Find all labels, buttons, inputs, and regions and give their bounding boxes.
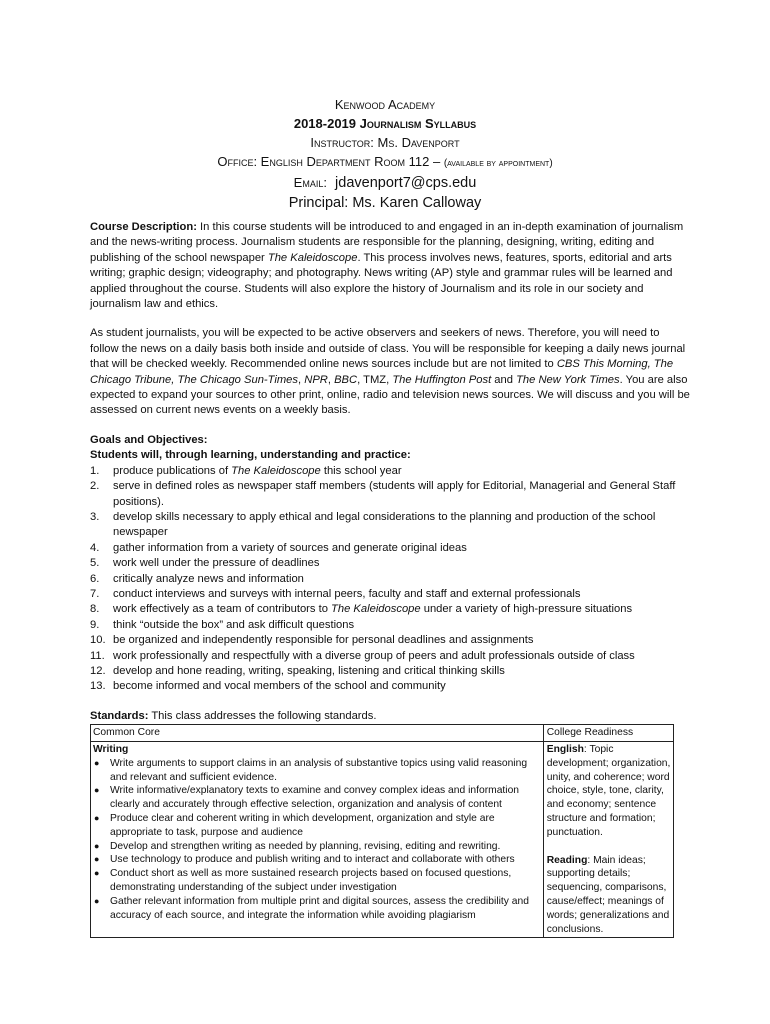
reading-block — [547, 854, 671, 937]
standards-body-row — [91, 741, 674, 937]
writing-standards-list — [93, 757, 541, 923]
col-common-core-header: Common Core — [91, 725, 544, 742]
syllabus-header — [0, 95, 770, 213]
school-name: Kenwood Academy — [334, 97, 436, 112]
syllabus-title: 2018-2019 Journalism Syllabus — [293, 116, 477, 131]
bullet-icon: ● — [94, 895, 100, 906]
english-text: : Topic development; organization, unity, and coherence; word choice, style, tone, clarity, and economy; sentence structure and formation; punctuation. — [546, 743, 671, 838]
office-note: (available by appointment) — [443, 158, 553, 169]
bullet-icon: ● — [94, 812, 100, 823]
news-source-4: The Huffington Post — [392, 373, 492, 386]
writing-standard-text: Develop and strengthen writing as needed by planning, revising, editing and rewriting. — [110, 840, 501, 852]
goal-number: 6. — [90, 572, 100, 585]
goal-text: produce publications of — [113, 464, 232, 477]
goal-number: 4. — [90, 541, 100, 554]
writing-standard-item — [93, 840, 541, 854]
goal-text: develop and hone reading, writing, speaking, listening and critical thinking skills — [113, 664, 505, 677]
writing-standard-item — [93, 812, 541, 840]
email-value: jdavenport7@cps.edu — [335, 175, 477, 191]
news-source-1: CBS This Morning, The Chicago Tribune, The Chicago Sun-Times — [90, 358, 674, 386]
bullet-icon: ● — [94, 840, 100, 851]
goal-text: think “outside the box” and ask difficult questions — [113, 618, 355, 631]
writing-standard-text: Write informative/explanatory texts to examine and convey complex ideas and information clearly and accurately through effective selection, organization and analysis of content — [110, 785, 520, 811]
sep-3: , TMZ, — [357, 373, 393, 386]
goal-number: 5. — [90, 557, 100, 570]
sep-1: , — [298, 373, 305, 386]
writing-standard-item — [93, 895, 541, 923]
goal-item — [90, 587, 690, 602]
email-line — [0, 173, 770, 193]
standards-label: Standards: — [90, 709, 149, 722]
goal-item — [90, 649, 690, 664]
goal-text: gather information from a variety of sources and generate original ideas — [113, 541, 467, 554]
goal-number: 10. — [90, 634, 106, 647]
writing-standard-item — [93, 867, 541, 895]
english-block — [547, 743, 671, 840]
paper-name: The Kaleidoscope — [267, 251, 358, 264]
course-description-text-2: . This process involves news, features, sports, editorial and arts writing; graphic design; videography; and photography. News writing (AP) style and grammar rules will be learned and applied throughout the course. Students will also explore the history of Journalism and its role in our society and journalism law and ethics. — [90, 251, 673, 311]
goal-text: develop skills necessary to apply ethical and legal considerations to the planning and production of the school newspaper — [113, 510, 656, 539]
news-source-5: The New York Times — [516, 373, 620, 386]
goal-text: critically analyze news and information — [113, 572, 304, 585]
goal-text: conduct interviews and surveys with internal peers, faculty and staff and external professionals — [113, 587, 581, 600]
goal-text: work well under the pressure of deadlines — [113, 557, 320, 570]
goal-item — [90, 679, 690, 694]
goal-number: 3. — [90, 510, 100, 523]
course-description-text-1: In this course students will be introduced to and engaged in an in-depth examination of journalism and the news-writing process. Journalism students are responsible for the planning, designing, writing, editing and publishing of the school newspaper — [90, 221, 684, 264]
common-core-cell — [91, 741, 544, 937]
syllabus-body — [90, 220, 690, 938]
standards-header-row — [91, 725, 674, 742]
writing-standard-text: Gather relevant information from multiple print and digital sources, assess the credibility and accuracy of each source, and integrate the information while avoiding plagiarism — [110, 895, 529, 921]
office-main: Office: English Department Room 112 – — [217, 154, 444, 169]
goal-item — [90, 510, 690, 541]
goal-item — [90, 464, 690, 479]
goal-number: 12. — [90, 664, 106, 677]
goal-text-italic: The Kaleidoscope — [231, 464, 321, 477]
goal-number: 8. — [90, 603, 100, 616]
goal-item — [90, 602, 690, 617]
college-readiness-cell — [543, 741, 673, 937]
goal-item — [90, 633, 690, 648]
goal-number: 7. — [90, 587, 100, 600]
goal-item — [90, 572, 690, 587]
writing-heading: Writing — [93, 743, 129, 755]
principal-line: Principal: Ms. Karen Calloway — [288, 195, 482, 211]
goal-item — [90, 664, 690, 679]
goal-item — [90, 618, 690, 633]
goal-text: work professionally and respectfully with a diverse group of peers and adult professionals outside of class — [113, 649, 635, 662]
standards-table — [90, 724, 674, 938]
standards-section — [90, 709, 690, 939]
writing-standard-item — [93, 853, 541, 867]
goal-number: 9. — [90, 618, 100, 631]
writing-standard-item — [93, 784, 541, 812]
goals-subheading: Students will, through learning, understanding and practice: — [90, 449, 411, 462]
sep-4: and — [491, 373, 517, 386]
goal-text: work effectively as a team of contributors to — [113, 603, 332, 616]
goal-text-end: this school year — [320, 464, 402, 477]
goal-number: 13. — [90, 680, 106, 693]
para2-text-1: As student journalists, you will be expected to be active observers and seekers of news. Therefore, you will need to follow the news on a daily basis both inside and outside of class. You will be responsible for keeping a daily news journal that will be checked weekly. Recommended online news sources include but are not limited to — [90, 327, 686, 371]
office-line — [0, 152, 770, 173]
goal-text-italic: The Kaleidoscope — [331, 603, 421, 616]
goal-item — [90, 556, 690, 571]
bullet-icon: ● — [94, 854, 100, 865]
col-college-readiness-header: College Readiness — [543, 725, 673, 742]
goal-text: serve in defined roles as newspaper staff members (students will apply for Editorial, Managerial and General Staff positions). — [113, 480, 676, 508]
standards-text: This class addresses the following standards. — [148, 709, 377, 722]
bullet-icon: ● — [94, 785, 100, 796]
english-label: English — [546, 743, 584, 755]
goal-item — [90, 541, 690, 556]
news-source-3: BBC — [334, 373, 358, 386]
course-description-label: Course Description: — [90, 221, 197, 233]
writing-standard-text: Write arguments to support claims in an analysis of substantive topics using valid reasoning and relevant and sufficient evidence. — [110, 757, 528, 783]
standards-intro — [90, 709, 690, 724]
news-sources-paragraph — [90, 326, 690, 418]
news-source-2: NPR — [304, 373, 328, 386]
email-label: Email: — [293, 175, 327, 190]
goal-text: become informed and vocal members of the school and community — [113, 680, 446, 693]
writing-standard-text: Use technology to produce and publish writing and to interact and collaborate with others — [110, 854, 515, 866]
bullet-icon: ● — [94, 868, 100, 879]
goal-number: 1. — [90, 464, 100, 477]
goal-item — [90, 479, 690, 510]
writing-standard-text: Produce clear and coherent writing in which development, organization and style are appropriate to task, purpose and audience — [110, 812, 495, 838]
instructor-line: Instructor: Ms. Davenport — [310, 135, 460, 150]
goal-number: 2. — [90, 480, 100, 493]
goals-heading: Goals and Objectives: — [90, 433, 208, 446]
sep-2: , — [327, 373, 335, 386]
writing-standard-item — [93, 757, 541, 785]
goals-section — [90, 433, 690, 695]
reading-label: Reading — [546, 854, 588, 866]
goal-text-end: under a variety of high-pressure situations — [420, 603, 633, 616]
reading-text: : Main ideas; supporting details; sequencing, comparisons, cause/effect; meanings of words; generalizations and conclusions. — [546, 854, 670, 935]
bullet-icon: ● — [94, 757, 100, 768]
goals-list — [90, 464, 690, 695]
course-description — [90, 220, 690, 312]
goal-number: 11. — [90, 649, 105, 662]
para2-text-2: . You are also expected to expand your sources to other print, online, radio and television news sources. We will discuss and you will be assessed on current news events on a weekly basis. — [90, 373, 690, 417]
goal-text: be organized and independently responsible for personal deadlines and assignments — [113, 634, 534, 647]
writing-standard-text: Conduct short as well as more sustained research projects based on focused questions, demonstrating understanding of the subject under investigation — [110, 868, 512, 893]
